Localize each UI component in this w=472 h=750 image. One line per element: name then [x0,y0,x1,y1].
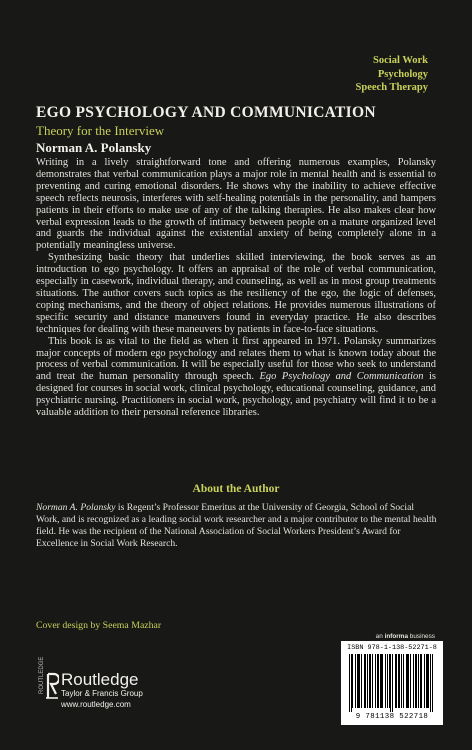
publisher-name: Routledge [61,670,139,689]
description-paragraph: Synthesizing basic theory that underlies skilled interviewing, the book serves as an introduction to ego psychology. It offers an appraisal of the role of verbal communication, especially in casework, individual therapy, and counseling, as well as in most group treatments situations. The author covers such topics as the resiliency of the ego, the logic of defenses, coping mechanisms, and the theory of object relations. He provides numerous illustrations of specific security and distance maneuvers found in everyday practice. He also describes techniques for dealing with these maneuvers by patients in face-to-face situations. [36,252,436,335]
barcode-icon [349,654,435,712]
subject-list [356,54,428,95]
routledge-logo-icon [45,672,59,702]
subject-item: Psychology [377,68,428,80]
subject-item: Social Work [373,55,428,66]
informa-suffix: business [408,633,435,640]
description-text: This book is as vital to the field as when it first appeared in 1971. Polansky summarizes major concepts of modern ego psychology and relates them to what is known today about the process of verbal communication. It will be especially useful for those who seek to understand and treat the human personality through speech. [36,335,436,383]
description-paragraph [36,336,436,419]
book-description [36,157,436,419]
cover-credit: Cover design by Seema Mazhar [36,620,162,631]
book-title-italic: Ego Psychology and Communication [259,371,424,383]
book-subtitle: Theory for the Interview [36,123,165,138]
book-title: EGO PSYCHOLOGY AND COMMUNICATION [36,104,376,121]
description-paragraph: Writing in a lively straightforward tone and offering numerous examples, Polansky demonstrates that verbal communication plays a major role in mental health and is essential to preventing and curing emotional disorders. He shows why the inability to achieve effective speech reflects neurosis, interferes with self-healing potentials in the personality, and hampers patients in their efforts to make use of any of the talking therapies. He also makes clear how verbal expression leads to the growth of intimacy between people on a mature organized level and guards the individual against the existential anxiety of being completely alone in a potentially meaningless universe. [36,157,436,252]
barcode-panel [341,641,443,725]
book-author: Norman A. Polansky [36,140,152,155]
description-text: is designed for courses in social work, clinical psychology, educational counseling, guidance, and psychiatric nursing. Practitioners in social work, psychology, and psychiatry will find it to be a valuable addition to their personal reference libraries. [36,371,436,419]
publisher-block [61,670,143,710]
about-author-name: Norman A. Polansky [36,502,116,513]
publisher-vertical-label: ROUTLEDGE [39,656,45,694]
about-author-bio: is Regent’s Professor Emeritus at the University of Georgia, School of Social Work, and is recognized as a leading social work researcher and a major contributor to the mental health field. He was the recipient of the National Association of Social Workers President’s Award for Excellence in Social Work Research. [36,502,437,549]
isbn-number: ISBN 978-1-138-52271-8 [347,644,437,652]
about-author-heading: About the Author [192,483,280,495]
informa-prefix: an [375,633,385,640]
informa-brand: informa [384,633,408,640]
publisher-url: www.routledge.com [61,700,131,709]
barcode-digits: 9 781138 522718 [355,713,429,721]
publisher-group: Taylor & Francis Group [61,689,143,698]
informa-business-label [376,633,435,640]
subject-item: Speech Therapy [355,82,428,93]
about-author-text [36,502,438,550]
